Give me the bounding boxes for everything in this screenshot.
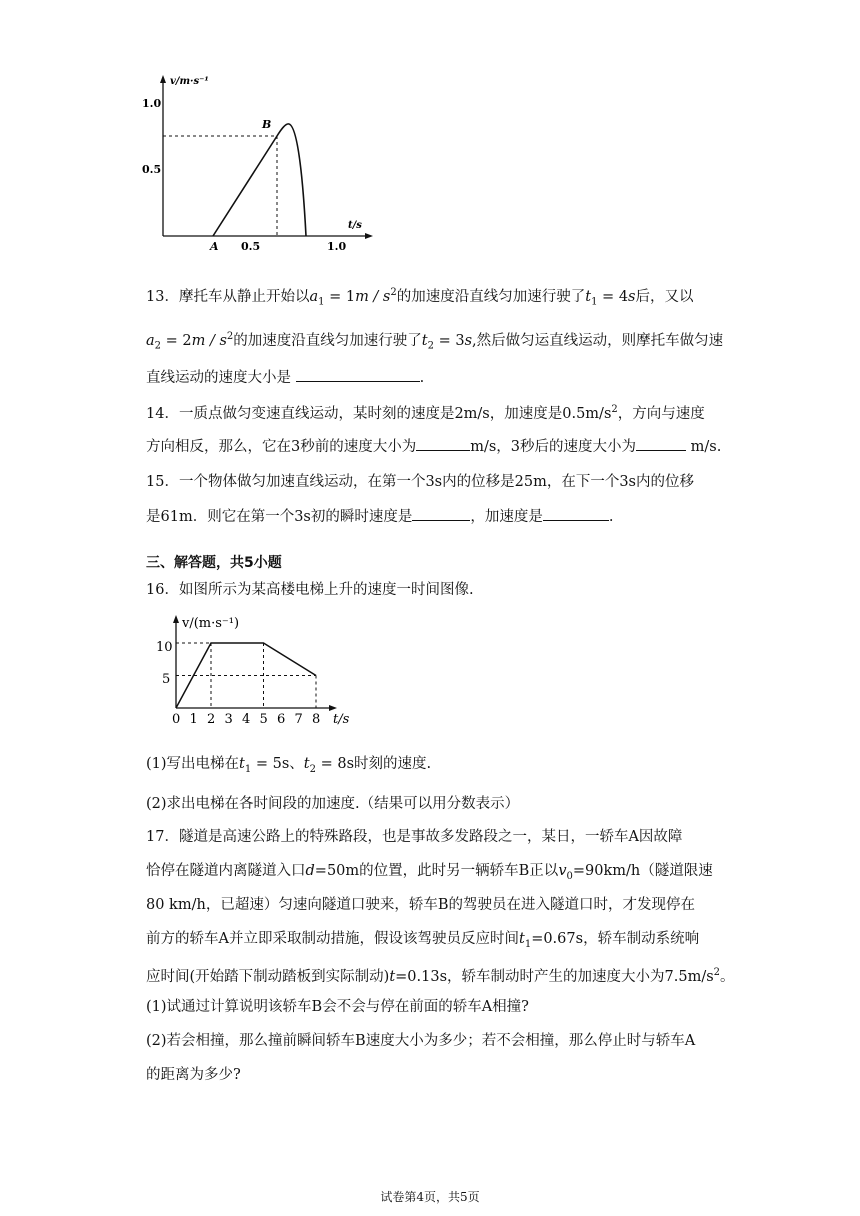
answer-blank[interactable] <box>636 436 686 451</box>
y-axis-label: v/(m·s⁻¹) <box>182 616 240 631</box>
y-tick-label: 1.0 <box>142 97 162 110</box>
point-label-a: A <box>210 240 219 253</box>
q14-line-1: 14．一质点做匀变速直线运动，某时刻的速度是2m/s，加速度是$0.5m/s^2$，方向与速度 <box>146 404 705 422</box>
answer-blank[interactable] <box>412 506 470 521</box>
x-axis-arrow <box>329 705 337 711</box>
x-tick-label: 3 <box>224 712 233 727</box>
velocity-curve <box>213 124 306 236</box>
y-axis-arrow <box>160 75 166 83</box>
q16-line-1: 16．如图所示为某高楼电梯上升的速度一时间图像. <box>146 582 474 598</box>
q15-line-2: 是61m．则它在第一个3s初的瞬时速度是 ，加速度是 . <box>146 506 613 527</box>
x-axis-arrow <box>365 233 373 239</box>
y-tick-label: 0.5 <box>142 163 162 176</box>
x-tick-label: 0 <box>172 712 181 727</box>
point-label-b: B <box>262 118 272 131</box>
x-tick-label: 1.0 <box>327 240 347 253</box>
x-tick-label: 6 <box>277 712 286 727</box>
x-axis-label: t/s <box>333 712 350 727</box>
q17-part-1: (1)试通过计算说明该轿车B会不会与停在前面的轿车A相撞? <box>146 999 529 1015</box>
x-tick-label: 7 <box>294 712 303 727</box>
q16-part-1: (1)写出电梯在$t_1 = 5s$、$t_2 = 8s$时刻的速度. <box>146 756 432 775</box>
x-tick-label: 1 <box>189 712 198 727</box>
q17-line-2: 恰停在隧道内离隧道入口d=50m的位置，此时另一辆轿车B正以$v_0=90km/h$（隧道限速 <box>146 863 713 882</box>
y-axis-arrow <box>173 615 179 623</box>
q17-line-4: 前方的轿车A并立即采取制动措施，假设该驾驶员反应时间$t_1=0.67s$，轿车制动系统响 <box>146 931 700 950</box>
q13-line-2: $a_2 = 2m / s^2$的加速度沿直线匀加速行驶了$t_2 = 3s$,然后做匀运直线运动，则摩托车做匀速 <box>146 331 724 352</box>
chart-elevator-velocity <box>146 612 366 730</box>
q17-line-5: 应时间(开始踏下制动踏板到实际制动)t=0.13s，轿车制动时产生的加速度大小为$7.5m/s^2$。 <box>146 967 735 985</box>
q13-line-3: 直线运动的速度大小是 . <box>146 367 424 388</box>
section-heading: 三、解答题，共5小题 <box>146 555 282 571</box>
q17-part-2-line-2: 的距离为多少? <box>146 1067 241 1083</box>
chart-motion-curve <box>140 70 380 255</box>
answer-blank[interactable] <box>416 436 470 451</box>
x-tick-label: 5 <box>259 712 268 727</box>
page-footer: 试卷第4页，共5页 <box>380 1190 480 1204</box>
answer-blank[interactable] <box>296 367 420 382</box>
x-axis-label: t/s <box>348 220 362 231</box>
y-tick-label: 5 <box>162 672 171 687</box>
q17-part-2-line-1: (2)若会相撞，那么撞前瞬间轿车B速度大小为多少；若不会相撞，那么停止时与轿车A <box>146 1033 696 1049</box>
x-tick-label: 2 <box>207 712 216 727</box>
answer-blank[interactable] <box>543 506 609 521</box>
q15-line-1: 15．一个物体做匀加速直线运动，在第一个3s内的位移是25m，在下一个3s内的位移 <box>146 474 694 490</box>
q13-line-1: 13．摩托车从静止开始以$a_1 = 1m / s^2$的加速度沿直线匀加速行驶了$t_1 = 4s$后，又以 <box>146 287 694 308</box>
q16-part-2: (2)求出电梯在各时间段的加速度.（结果可以用分数表示） <box>146 796 520 812</box>
q14-line-2: 方向相反，那么，它在3秒前的速度大小为 m/s，3秒后的速度大小为 m/s. <box>146 436 721 457</box>
q17-line-3: 80 km/h，已超速）匀速向隧道口驶来，轿车B的驾驶员在进入隧道口时，才发现停在 <box>146 897 695 913</box>
y-tick-label: 10 <box>156 640 173 655</box>
q17-line-1: 17．隧道是高速公路上的特殊路段，也是事故多发路段之一，某日，一轿车A因故障 <box>146 829 683 845</box>
x-tick-label: 0.5 <box>241 240 261 253</box>
y-axis-label: v/m·s⁻¹ <box>170 76 209 87</box>
x-tick-label: 8 <box>312 712 321 727</box>
x-tick-label: 4 <box>242 712 251 727</box>
